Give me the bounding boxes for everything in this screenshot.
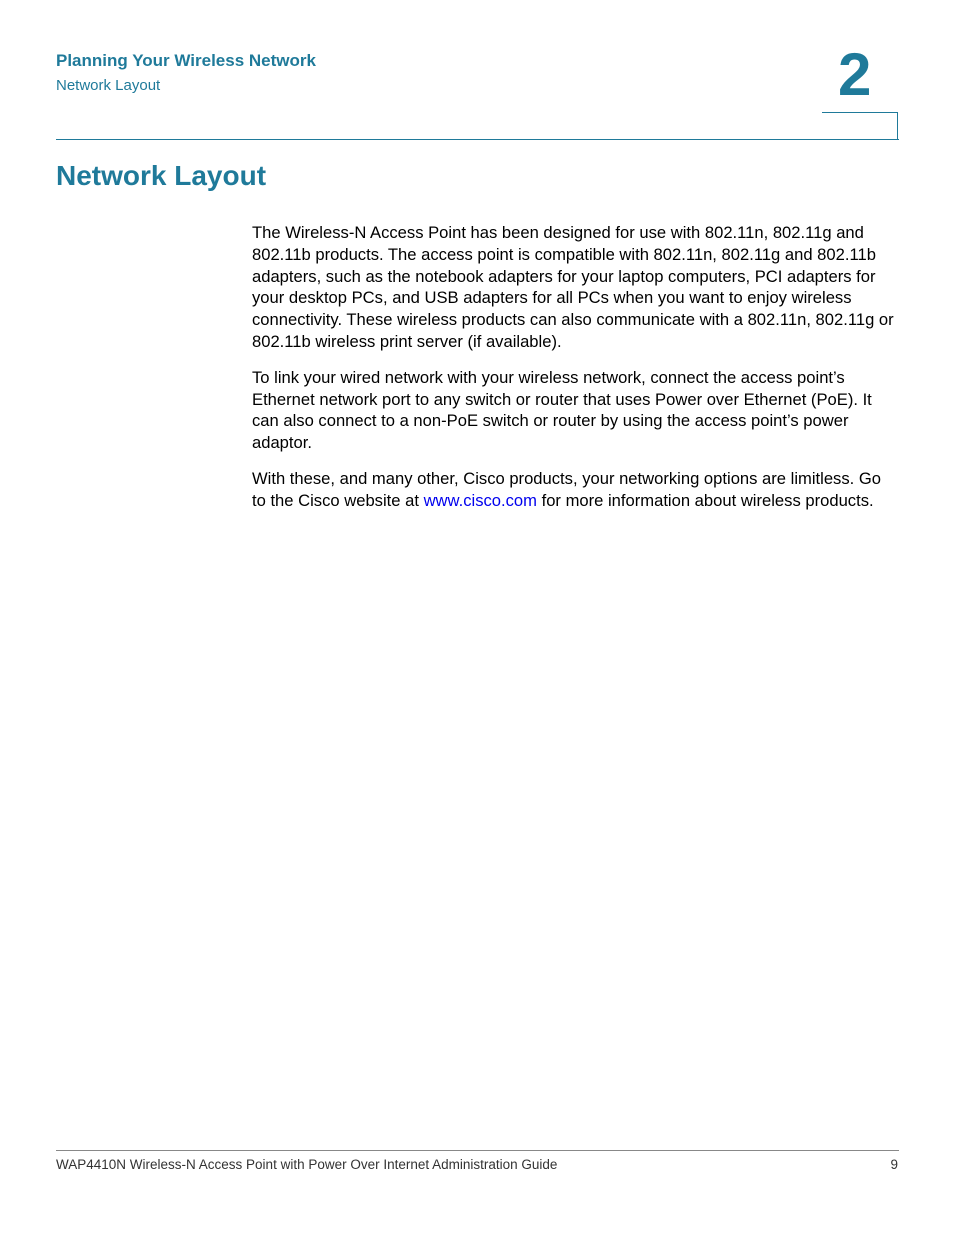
footer-page-number: 9 [890, 1157, 898, 1172]
paragraph-cisco-text-after: for more information about wireless products. [536, 490, 874, 510]
running-header-chapter: Planning Your Wireless Network [56, 51, 316, 70]
footer-divider [56, 1150, 899, 1151]
paragraph-intro: The Wireless-N Access Point has been designed for use with 802.11n, 802.11g and 802.11b products. The access point is compatible with 802.11n, 802.11g and 802.11b adapters, such as the notebook adapters for your laptop computers, PCI adapters for your desktop PCs, and USB adapters for all PCs when you want to enjoy wireless connectivity. These wireless products can also communicate with a 802.11n, 802.11g or 802.11b wireless print server (if available). [252, 223, 894, 351]
cisco-website-link[interactable]: www.cisco.com [423, 490, 537, 510]
chapter-number-box [822, 112, 898, 139]
body-content [252, 222, 898, 526]
chapter-number: 2 [838, 41, 872, 108]
header-divider [56, 139, 899, 140]
footer-guide-title: WAP4410N Wireless-N Access Point with Power Over Internet Administration Guide [56, 1157, 558, 1172]
page-title: Network Layout [56, 160, 267, 191]
running-header-section: Network Layout [56, 77, 161, 94]
paragraph-wired-link: To link your wired network with your wireless network, connect the access point’s Ethernet network port to any switch or router that uses Power over Ethernet (PoE). It can also connect to a non-PoE switch or router by using the access point’s power adaptor. [252, 367, 872, 453]
paragraph-cisco-text-before: With these, and many other, Cisco products, your networking options are limitless. Go to the Cisco website at [252, 468, 882, 510]
paragraph-cisco-products [252, 468, 898, 512]
